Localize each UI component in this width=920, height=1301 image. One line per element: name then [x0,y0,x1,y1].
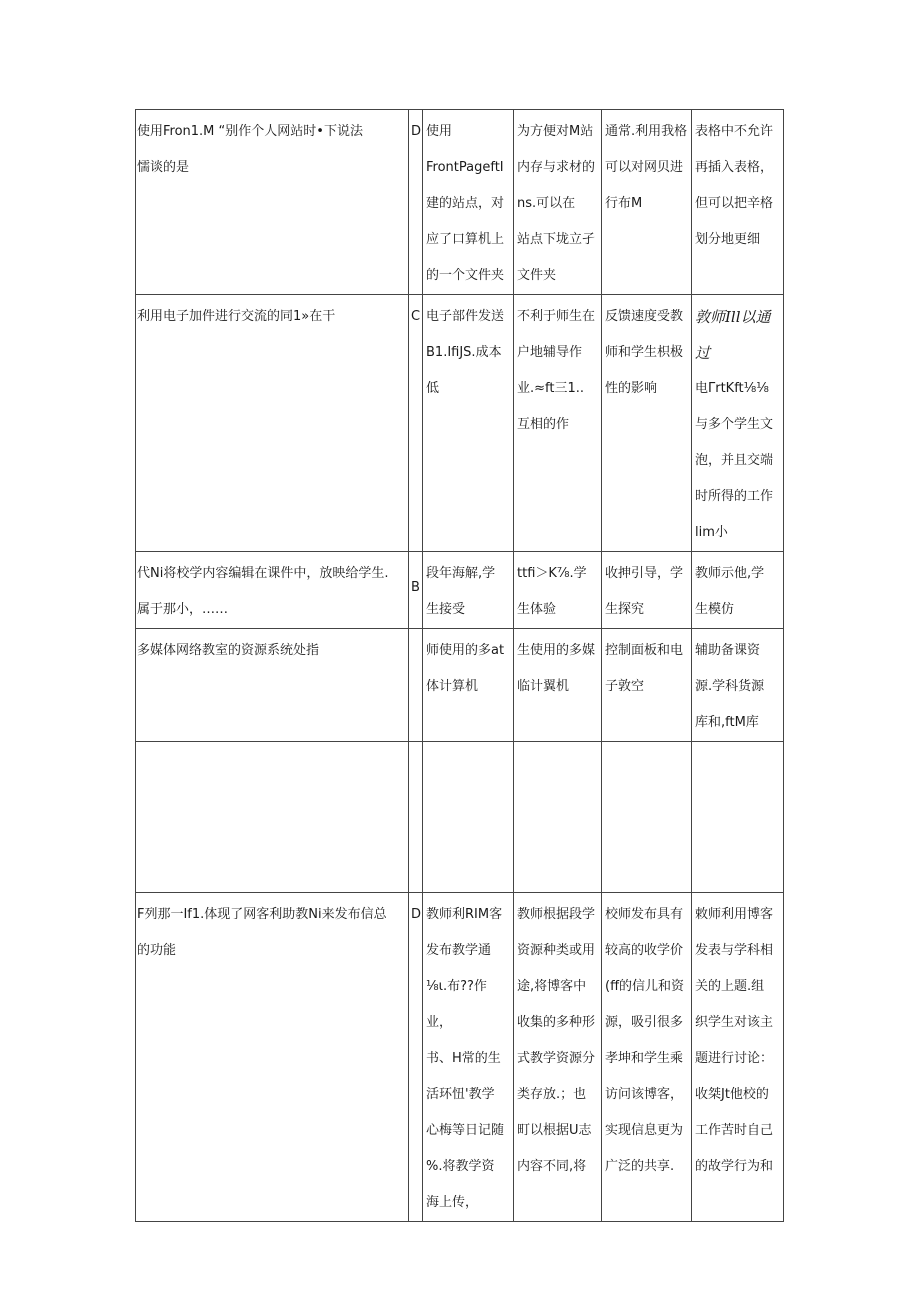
option-a-cell [423,742,514,893]
table-row [136,893,784,1222]
option-d-cell [692,742,784,893]
option-d-cell: 敦师Ill以通过 电ΓrtKft⅛⅛ 与多个学生文 泡，并且交端 时所得的工作 lim小 [692,295,784,552]
answer-cell: B [409,552,423,629]
option-d-cell: 教师示他,学 生模仿 [692,552,784,629]
option-b-cell [514,742,602,893]
answer-cell: D [409,893,423,1222]
option-d-cell: 辅助备课资 源.学科货源 库和,ftM库 [692,629,784,742]
option-d-cell: 表格中不允许 再插入表格， 但可以把辛格 划分地更细 [692,110,784,295]
table-row [136,295,784,552]
table-row [136,110,784,295]
option-d-first-line: 敦师Ill以通过 [695,308,771,362]
table-row [136,629,784,742]
option-a-cell: 使用 FrontPageftI 建的站点，对 应了口算机上 的一个文件夹 [423,110,514,295]
answer-cell: D [409,110,423,295]
answer-cell [409,742,423,893]
option-d-cell: 敕师利用博客 发表与学科相 关的上题.组 织学生对该主 题进行讨论： 收桀Jt他校的 工作苦时自己 的故学行为和 [692,893,784,1222]
option-c-cell: 收抻引导，学 生探究 [602,552,692,629]
table-row [136,742,784,893]
option-b-cell: 不利于师生在 户地辅导作 业.≈ft三1.. 互相的作 [514,295,602,552]
option-a-cell: 电子部件发送 B1.IfiJS.成本 低 [423,295,514,552]
option-b-cell: 为方便对M站 内存与求材的 ns.可以在 站点下垅立孑 文件夹 [514,110,602,295]
question-cell: 多媒体网络教室的资源系统处指 [136,629,409,742]
option-c-cell: 校师发布具有 较高的收学价 (ff的信儿和资 源，吸引很多 孝坤和学生乘 访问该博客， 实现信息更为 广泛的共享. [602,893,692,1222]
option-b-cell: 教师根据段学 资源种类或用 途,将博客中 收集的多种形 式教学资源分 类存放.；也 町以根据U志 内容不同,将 [514,893,602,1222]
question-cell: 代Ni将校学内容编辑在课件中，放映给学生. 属于那小，…… [136,552,409,629]
option-a-cell: 教师利RIM客 发布教学通 ⅛ι.布??作业， 书、H常的生 活环忸'教学 心梅等日记随 %.将教学资 海上传， [423,893,514,1222]
question-cell [136,742,409,893]
question-cell: F列那一If1.体现了网客利助教Ni来发布信总 的功能 [136,893,409,1222]
question-table [135,109,784,1222]
option-a-cell: 师使用的多at 体计算机 [423,629,514,742]
option-c-cell: 控制面板和电 子敦空 [602,629,692,742]
option-b-cell: ttfi＞K⅞.学 生体验 [514,552,602,629]
option-c-cell: 反馈速度受教 师和学生枳极 性的影响 [602,295,692,552]
answer-cell [409,629,423,742]
option-a-cell: 段年海解,学 生接受 [423,552,514,629]
option-c-cell: 通常.利用我格 可以对网贝进 行布M [602,110,692,295]
table-row [136,552,784,629]
question-cell: 利用电子加件进行交流的同1»在干 [136,295,409,552]
option-b-cell: 生使用的多媒 临计翼机 [514,629,602,742]
question-cell: 使用Fron1.M “别作个人网站时•下说法 懦谈的是 [136,110,409,295]
answer-cell: C [409,295,423,552]
option-c-cell [602,742,692,893]
